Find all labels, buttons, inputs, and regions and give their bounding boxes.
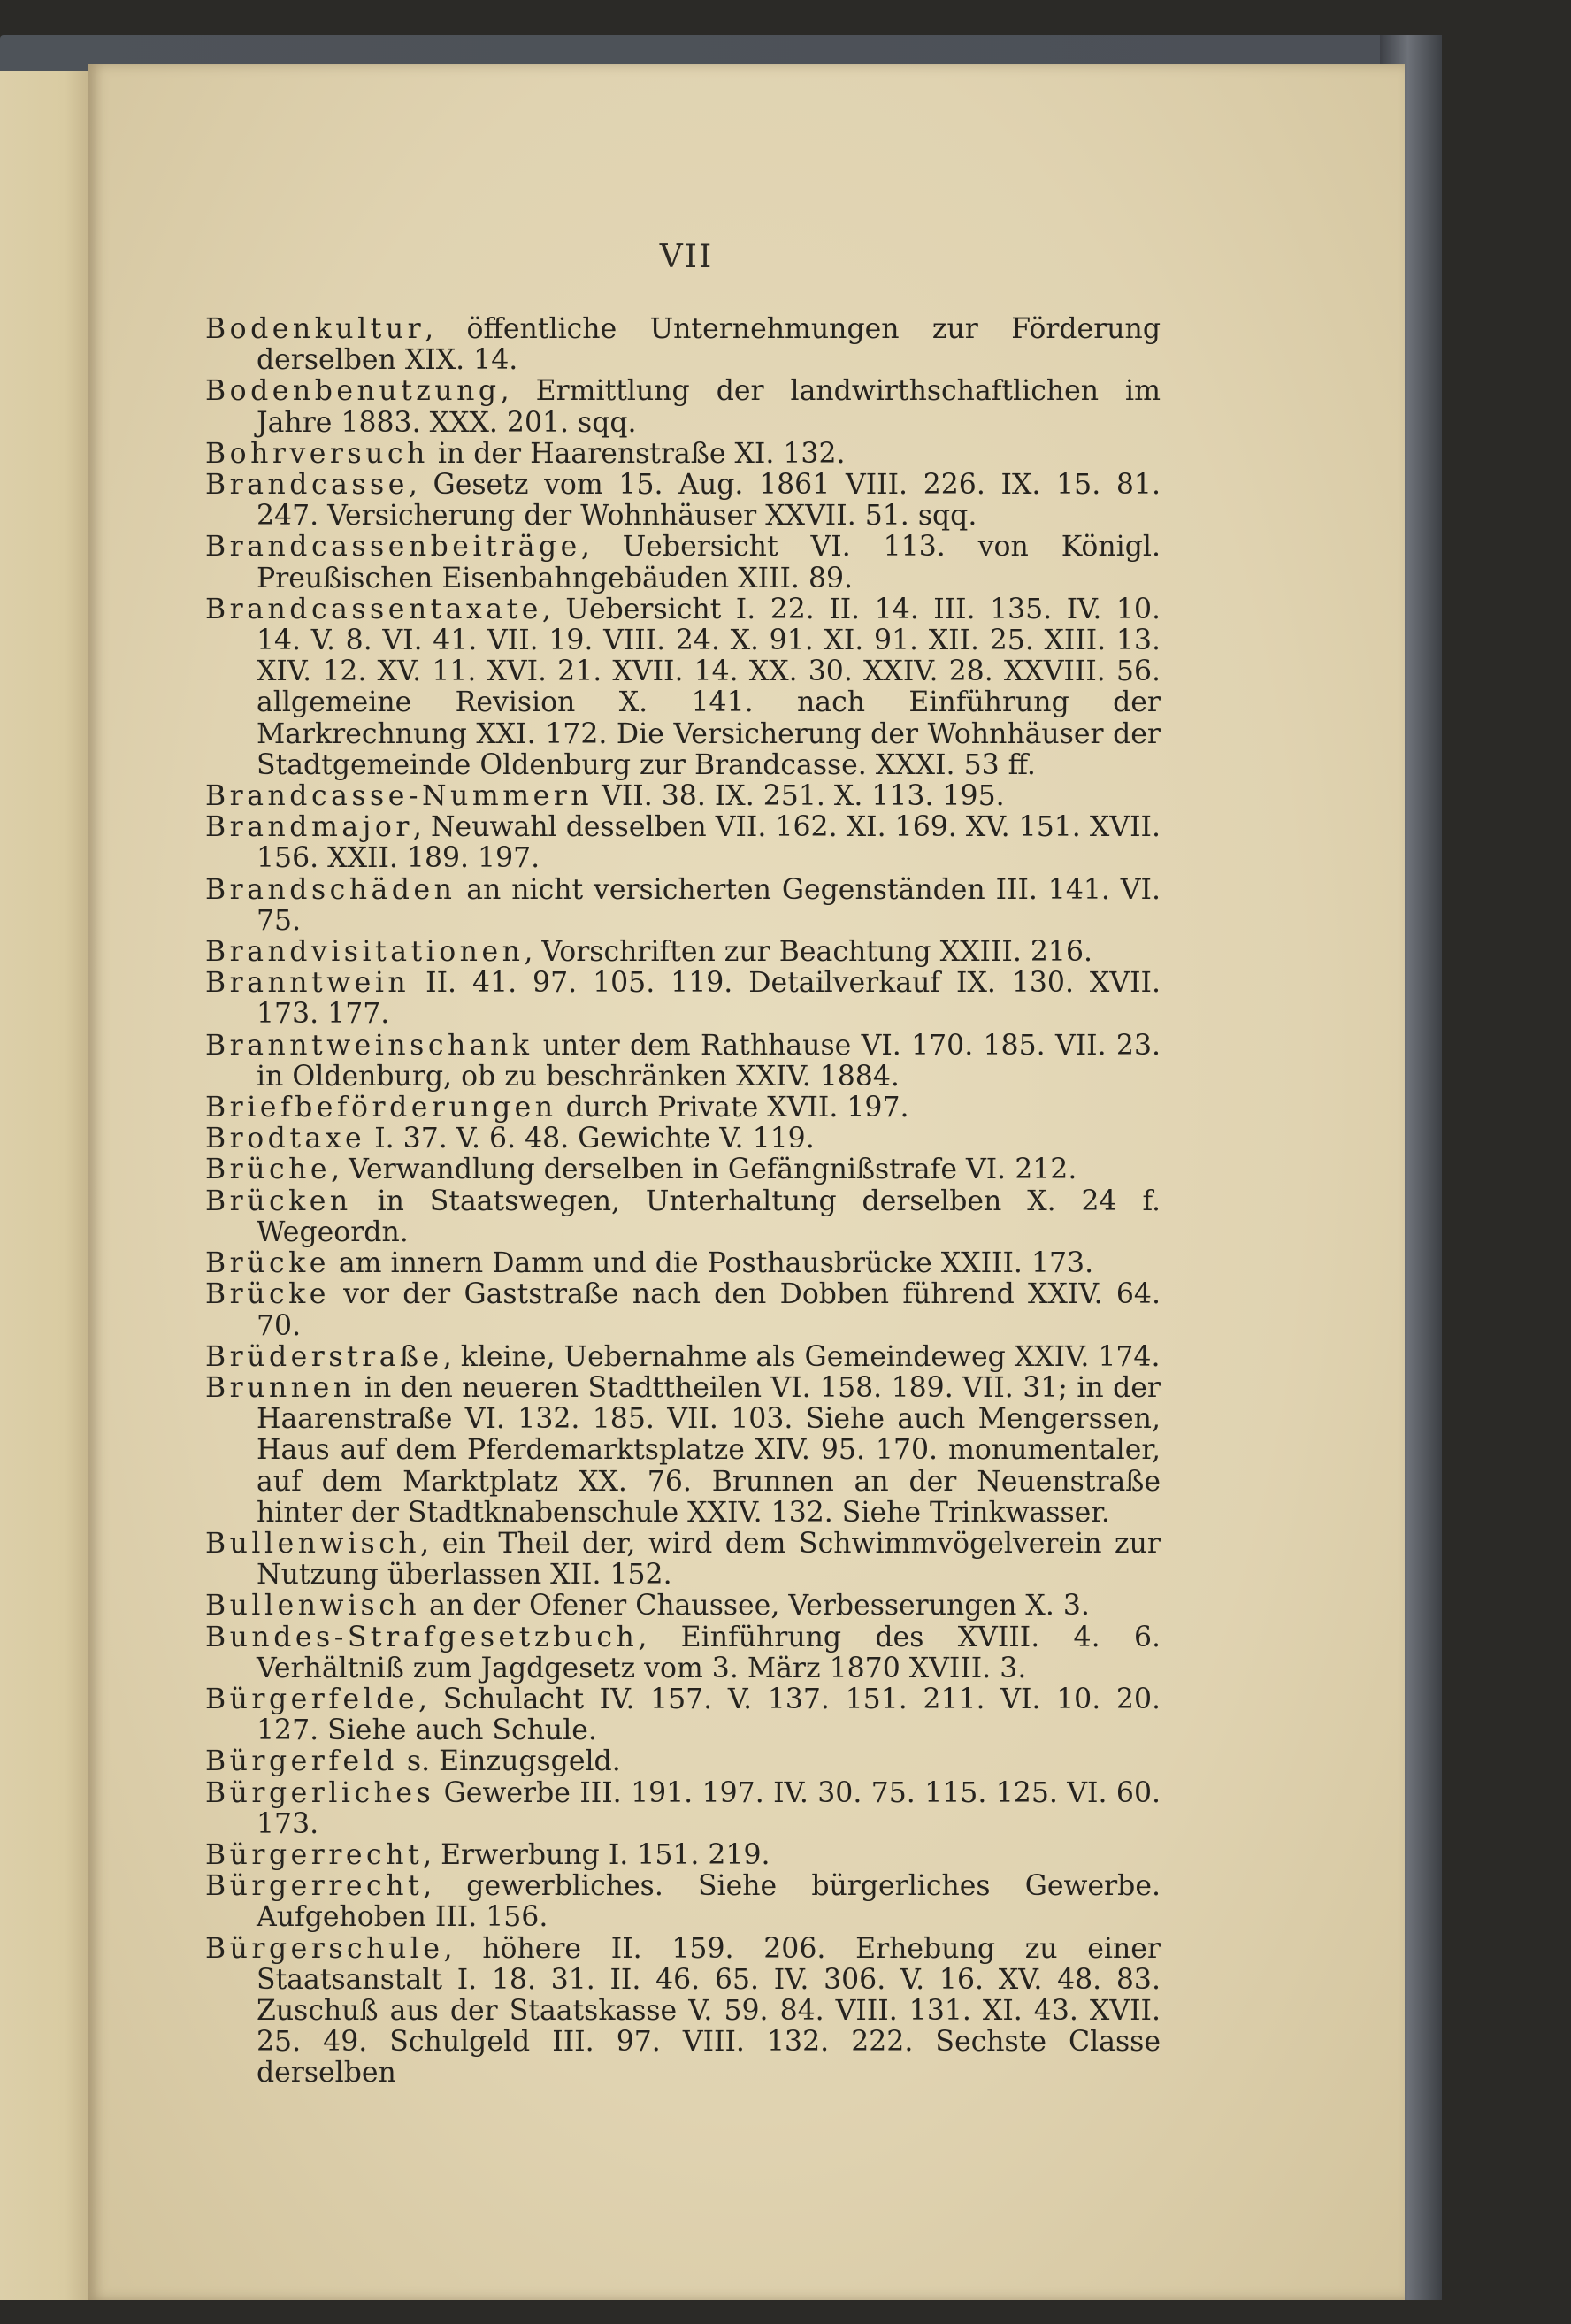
entry-text: II. 41. 97. 105. 119. Detailverkauf IX. 130. XVII. 173. 177. (257, 967, 1161, 1031)
entry-text: Gewerbe III. 191. 197. IV. 30. 75. 115. 125. VI. 60. 173. (257, 1776, 1161, 1840)
index-entry (205, 1373, 1161, 1529)
entry-heading: Branntweinschank (205, 1029, 533, 1062)
facing-page-edge (0, 71, 93, 2300)
entry-text: , Neuwahl desselben VII. 162. XI. 169. XV. 151. XVII. 156. XXII. 189. 197. (257, 811, 1161, 875)
entry-heading: Bürgerliches (205, 1776, 435, 1809)
index-entry (205, 1279, 1161, 1341)
entry-heading: Brodtaxe (205, 1123, 366, 1155)
entry-heading: Brüche (205, 1154, 332, 1186)
index-entry (205, 376, 1161, 438)
entry-heading: Brücke (205, 1278, 330, 1311)
entry-heading: Bürgerfeld (205, 1745, 398, 1778)
entry-heading: Brandcassentaxate (205, 593, 542, 625)
entry-text: in Staatswegen, Unterhaltung derselben X. 24 f. Wegeordn. (257, 1185, 1161, 1248)
entry-text: unter dem Rathhause VI. 170. 185. VII. 23. in Oldenburg, ob zu beschränken XXIV. 1884. (257, 1029, 1161, 1093)
index-entry (205, 812, 1161, 874)
entry-heading: Brandcasse (205, 469, 409, 502)
entry-heading: Brandschäden (205, 873, 456, 906)
index-entry (205, 314, 1161, 376)
entry-heading: Bürgerschule (205, 1932, 444, 1965)
entry-text: , gewerbliches. Siehe bürgerliches Gewerbe. Aufgehoben III. 156. (257, 1870, 1161, 1934)
entry-heading: Brandvisitationen (205, 936, 525, 969)
entry-heading: Bullenwisch (205, 1590, 421, 1622)
index-entry (205, 1778, 1161, 1840)
entry-heading: Brandcasse-Nummern (205, 780, 594, 813)
entry-text: , Ermittlung der landwirthschaftlichen im Jahre 1883. XXX. 201. sqq. (257, 375, 1161, 439)
entry-text: , kleine, Uebernahme als Gemeindeweg XXIV. 174. (442, 1340, 1161, 1373)
entry-heading: Brunnen (205, 1371, 356, 1404)
entry-text: , ein Theil der, wird dem Schwimmvögelverein zur Nutzung überlassen XII. 152. (257, 1527, 1161, 1592)
entry-heading: Brücke (205, 1247, 330, 1280)
index-entry (205, 1124, 1161, 1154)
entry-text: , Uebersicht VI. 113. von Königl. Preußischen Eisenbahngebäuden XIII. 89. (257, 531, 1161, 594)
entry-heading: Bullenwisch (205, 1527, 421, 1560)
entry-text: durch Private XVII. 197. (556, 1092, 909, 1124)
entry-heading: Bürgerrecht (205, 1870, 424, 1903)
index-entry (205, 1342, 1161, 1373)
index-entry (205, 781, 1161, 812)
index-entry (205, 937, 1161, 968)
index-entry (205, 1248, 1161, 1279)
index-entry (205, 1093, 1161, 1124)
entry-text: in der Haarenstraße XI. 132. (428, 437, 846, 470)
index-entry (205, 1186, 1161, 1248)
index-entry (205, 439, 1161, 470)
index-entry (205, 968, 1161, 1030)
index-entry (205, 1746, 1161, 1777)
entry-text: , Vorschriften zur Beachtung XXIII. 216. (524, 936, 1093, 969)
index-entry (205, 470, 1161, 532)
index-entry (205, 875, 1161, 937)
entry-heading: Bodenkultur (205, 313, 425, 345)
entry-text: vor der Gaststraße nach den Dobben führend XXIV. 64. 70. (257, 1278, 1161, 1342)
entry-text: , Gesetz vom 15. Aug. 1861 VIII. 226. IX. 15. 81. 247. Versicherung der Wohnhäuser XXVII. 51. sqq. (257, 469, 1161, 533)
entry-heading: Bohrversuch (205, 437, 429, 470)
entry-heading: Branntwein (205, 967, 410, 1000)
index-entry (205, 1871, 1161, 1933)
entry-heading: Bürgerfelde (205, 1683, 419, 1715)
entry-text: I. 37. V. 6. 48. Gewichte V. 119. (365, 1123, 815, 1155)
entry-text: in den neueren Stadttheilen VI. 158. 189. VII. 31; in der Haarenstraße VI. 132. 185. VII. 103. Siehe auch Mengerssen, Haus auf dem Pferdemarktsplatze XIV. 95. 170. monumentaler, auf dem Marktplatz XX. 76. Brunnen an der Neuenstraße hinter der Stadtknabenschule XXIV. 132. Siehe Trinkwasser. (257, 1371, 1161, 1529)
entry-text: , Einführung des XVIII. 4. 6. Verhältniß zum Jagdgesetz vom 3. März 1870 XVIII. 3. (257, 1621, 1161, 1684)
entry-text: , Uebersicht I. 22. II. 14. III. 135. IV. 10. 14. V. 8. VI. 41. VII. 19. VIII. 24. X. 91. XI. 91. XII. 25. XIII. 13. XIV. 12. XV. 11. XVI. 21. XVII. 14. XX. 30. XXIV. 28. XXVIII. 56. allgemeine Revision X. 141. nach Einführung der Markrechnung XXI. 172. Die Versicherung der Wohnhäuser der Stadtgemeinde Oldenburg zur Brandcasse. XXXI. 53 ff. (257, 593, 1161, 781)
entry-heading: Briefbeförderungen (205, 1092, 557, 1124)
entry-heading: Bürgerrecht (205, 1838, 424, 1871)
entry-text: an der Ofener Chaussee, Verbesserungen X. 3. (420, 1590, 1090, 1622)
entry-heading: Bodenbenutzung (205, 375, 501, 408)
entry-text: , höhere II. 159. 206. Erhebung zu einer Staatsanstalt I. 18. 31. II. 46. 65. IV. 306. V. 16. XV. 48. 83. Zuschuß aus der Staatskasse V. 59. 84. VIII. 131. XI. 43. XVII. 25. 49. Schulgeld III. 97. VIII. 132. 222. Sechste Classe derselben (257, 1932, 1161, 2090)
index-entry (205, 1934, 1161, 2090)
index-entry (205, 1622, 1161, 1684)
entry-heading: Bundes-Strafgesetzbuch (205, 1621, 639, 1653)
index-entry (205, 594, 1161, 781)
entry-text: VII. 38. IX. 251. X. 113. 195. (593, 780, 1005, 813)
index-entry (205, 1840, 1161, 1871)
entry-heading: Brücken (205, 1185, 352, 1217)
index-entry (205, 532, 1161, 594)
index-entry (205, 1529, 1161, 1591)
entry-heading: Brüderstraße (205, 1340, 443, 1373)
entry-heading: Brandcassenbeiträge (205, 531, 581, 564)
entry-text: an nicht versicherten Gegenständen III. 141. VI. 75. (257, 873, 1161, 937)
entry-text: , öffentliche Unternehmungen zur Förderung derselben XIX. 14. (257, 313, 1161, 377)
entry-text: , Schulacht IV. 157. V. 137. 151. 211. VI. 10. 20. 127. Siehe auch Schule. (257, 1683, 1161, 1747)
index-entry (205, 1031, 1161, 1093)
index-entries (205, 314, 1161, 2090)
entry-heading: Brandmajor (205, 811, 413, 844)
index-entry (205, 1154, 1161, 1185)
entry-text: , Erwerbung I. 151. 219. (423, 1838, 770, 1871)
entry-text: s. Einzugsgeld. (397, 1745, 621, 1778)
entry-text: , Verwandlung derselben in Gefängnißstrafe VI. 212. (331, 1154, 1077, 1186)
entry-text: am innern Damm und die Posthausbrücke XXIII. 173. (329, 1247, 1094, 1280)
page-number: VII (659, 239, 714, 275)
index-entry (205, 1591, 1161, 1622)
index-entry (205, 1684, 1161, 1746)
